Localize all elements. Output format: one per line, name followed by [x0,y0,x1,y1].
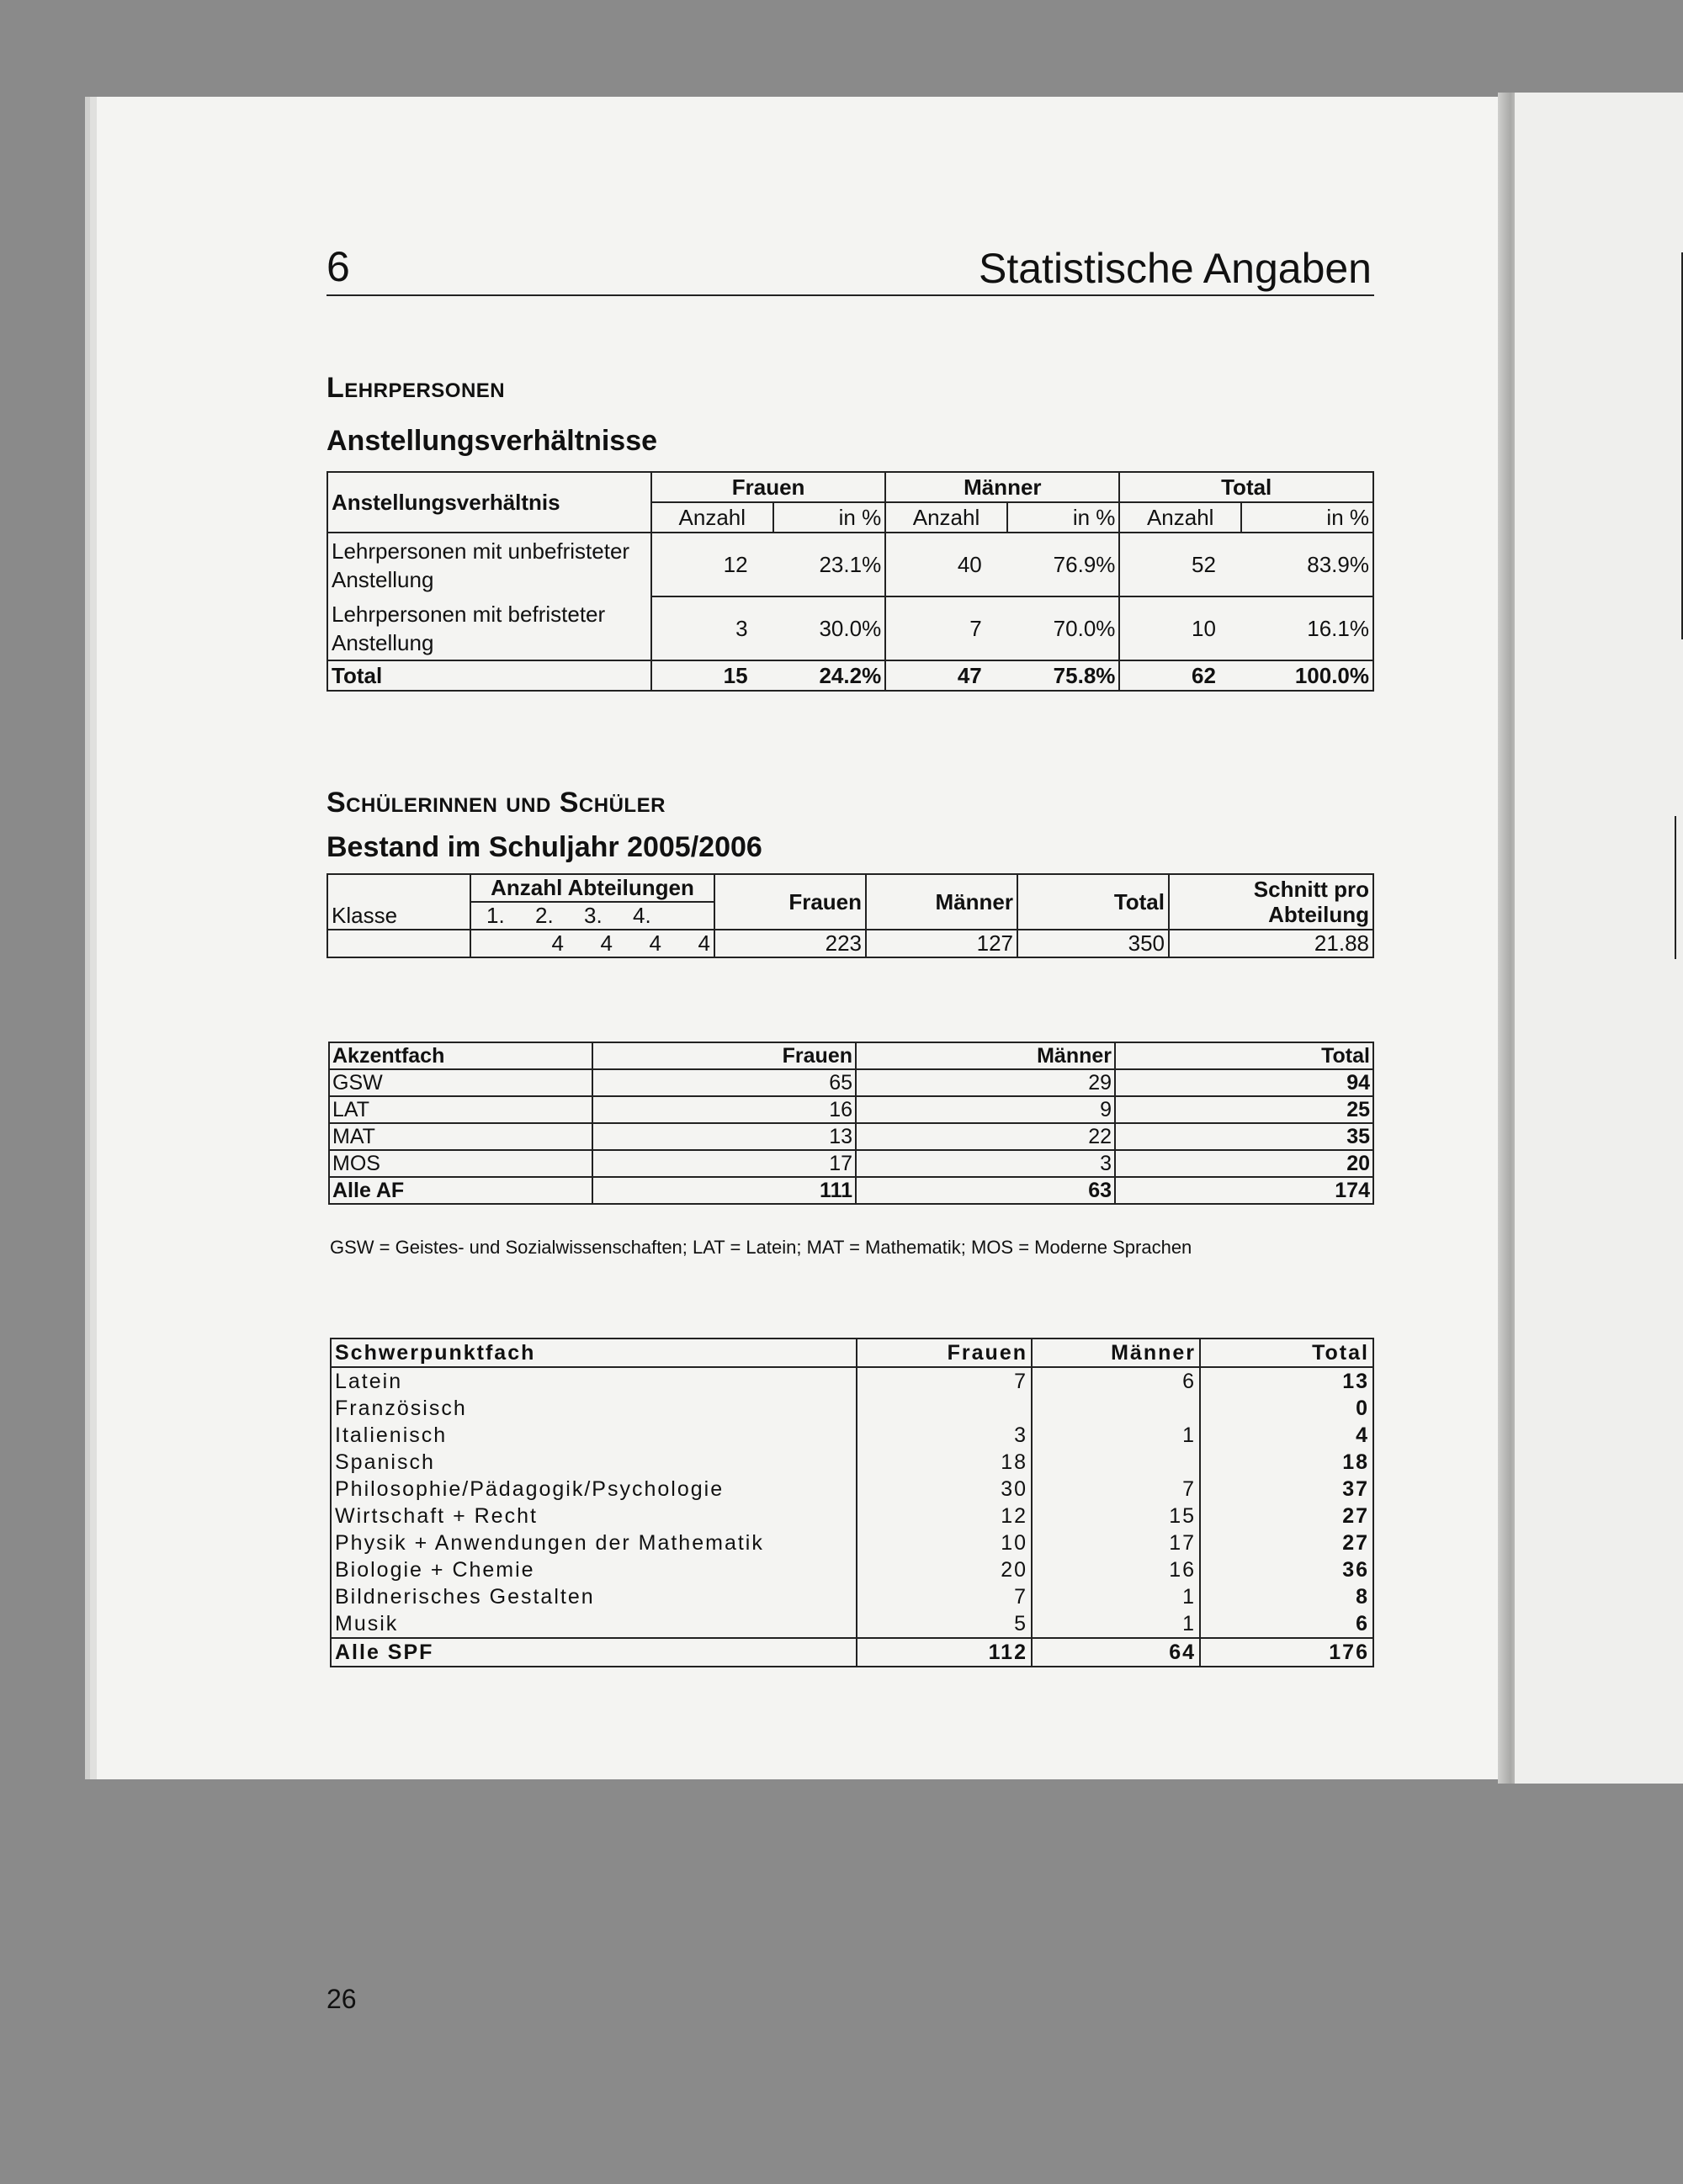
group-header-maenner: Männer [885,472,1119,502]
cell-value [861,1395,1027,1422]
table-total-row [327,660,1373,691]
table-row [327,533,1373,596]
group-header-total: Total [1119,472,1373,502]
cell-value: 16.1% [1241,596,1373,660]
cell-value: 10 [1001,1531,1027,1555]
table-row [327,930,1373,957]
total-label: Total [327,660,651,691]
anstellung-table [327,471,1374,692]
col-header-anstellung: Anstellungsverhältnis [327,472,651,533]
col-header-frauen: Frauen [714,874,866,930]
cell-value: 29 [856,1069,1115,1096]
cell-value: 1 [1182,1612,1196,1635]
cell-value: 13 [592,1123,856,1150]
page-number: 26 [327,1984,357,2014]
year-label: 3. [584,903,603,928]
cell-value: 83.9% [1241,533,1373,596]
abteilungen-counts [470,930,714,957]
chapter-number: 6 [327,243,350,290]
cell-value: 7 [1182,1477,1196,1501]
cell-value: 111 [592,1177,856,1204]
klasse-cell [327,930,470,957]
akzentfach-table [328,1042,1374,1205]
schwerpunktfach-table [330,1338,1374,1667]
cell-value: 5 [1014,1612,1027,1635]
total-label: Alle AF [329,1177,592,1204]
schnitt-label-line1: Schnitt pro [1253,877,1369,902]
col-header-maenner: Männer [866,874,1017,930]
col-header-total: Total [1115,1042,1373,1069]
row-label: Französisch [335,1397,467,1420]
section-heading-lehrpersonen: Lehrpersonen [327,372,506,404]
year-labels [470,902,714,930]
row-label: Wirtschaft + Recht [335,1504,538,1528]
row-label: MOS [329,1150,592,1177]
group-header-frauen: Frauen [651,472,885,502]
cell-value: 12 [651,533,773,596]
row-label: Musik [335,1612,399,1635]
count-cell: 4 [698,930,710,956]
row-label: Spanisch [335,1450,435,1474]
cell-value: 7 [885,596,1007,660]
cell-value: 65 [592,1069,856,1096]
total-label: Alle SPF [331,1638,857,1667]
cell-value: 7 [1014,1585,1027,1609]
cell-value: 15 [651,660,773,691]
cell-value: 3 [856,1150,1115,1177]
cell-value: 13 [1342,1370,1369,1393]
year-label: 1. [486,903,505,928]
cell-value: 23.1% [773,533,886,596]
bestand-table [327,873,1374,958]
cell-value: 75.8% [1007,660,1120,691]
cell-value: 127 [866,930,1017,957]
cell-value: 35 [1115,1123,1373,1150]
chapter-title: Statistische Angaben [979,245,1372,292]
table-row [327,596,1373,660]
cell-value: 16 [1169,1558,1196,1582]
cell-value: 17 [592,1150,856,1177]
row-label: Physik + Anwendungen der Mathematik [335,1531,764,1555]
row-label: MAT [329,1123,592,1150]
row-label: Latein [335,1370,403,1393]
col-header-frauen: Frauen [857,1338,1032,1367]
cell-value: 174 [1115,1177,1373,1204]
cell-value: 40 [885,533,1007,596]
cell-value: 12 [1001,1504,1027,1528]
schnitt-label-line2: Abteilung [1268,902,1369,927]
cell-value: 27 [1342,1504,1369,1528]
cell-value: 6 [1356,1612,1369,1635]
cell-value: 18 [1342,1450,1369,1474]
table-row [329,1096,1373,1123]
cell-value: 10 [1119,596,1241,660]
subject-labels [331,1367,857,1638]
table-row [329,1069,1373,1096]
cell-value: 7 [1014,1370,1027,1393]
cell-value: 62 [1119,660,1241,691]
cell-value: 52 [1119,533,1241,596]
next-page-edge [1515,93,1683,1784]
cell-value: 100.0% [1241,660,1373,691]
col-header-frauen: Frauen [592,1042,856,1069]
total-column [1200,1367,1373,1638]
abbreviation-note: GSW = Geistes- und Sozialwissenschaften; LAT = Latein; MAT = Mathematik; MOS = Moderne Sprachen [330,1237,1192,1258]
cell-value: 3 [651,596,773,660]
section-heading-schueler: Schülerinnen und Schüler [327,787,666,819]
table-body [331,1367,1373,1638]
cell-value: 37 [1342,1477,1369,1501]
subcol-percent: in % [1241,502,1373,533]
cell-value: 63 [856,1177,1115,1204]
cell-value: 64 [1032,1638,1200,1667]
cell-value: 94 [1115,1069,1373,1096]
cell-value: 30.0% [773,596,886,660]
cell-value: 3 [1014,1423,1027,1447]
cell-value: 27 [1342,1531,1369,1555]
cell-value: 18 [1001,1450,1027,1474]
subheading-bestand: Bestand im Schuljahr 2005/2006 [327,831,762,863]
cell-value: 176 [1200,1638,1373,1667]
cell-value: 20 [1115,1150,1373,1177]
col-header-total: Total [1200,1338,1373,1367]
table-header-row [329,1042,1373,1069]
col-header-total: Total [1017,874,1169,930]
count-cell: 4 [649,930,661,956]
table-total-row [331,1638,1373,1667]
cell-value [1036,1449,1196,1476]
row-label: Bildnerisches Gestalten [335,1585,595,1609]
cell-value: 25 [1115,1096,1373,1123]
cell-value: 16 [592,1096,856,1123]
cell-value: 20 [1001,1558,1027,1582]
row-label: Lehrpersonen mit unbefristeter Anstellung [327,533,651,596]
cell-value: 0 [1356,1397,1369,1420]
cell-value: 30 [1001,1477,1027,1501]
subcol-anzahl: Anzahl [885,502,1007,533]
col-header-schwerpunktfach: Schwerpunktfach [331,1338,857,1367]
cell-value: 1 [1182,1423,1196,1447]
next-page-rule [1675,816,1683,959]
col-header-maenner: Männer [856,1042,1115,1069]
cell-value: 112 [857,1638,1032,1667]
row-label: Lehrpersonen mit befristeter Anstellung [327,596,651,660]
subcol-percent: in % [773,502,886,533]
cell-value: 21.88 [1169,930,1373,957]
cell-value: 350 [1017,930,1169,957]
header-rule [327,294,1374,296]
table-row [329,1123,1373,1150]
count-cell: 4 [551,930,564,956]
col-header-maenner: Männer [1032,1338,1200,1367]
cell-value [1036,1395,1196,1422]
maenner-column [1032,1367,1200,1638]
subcol-percent: in % [1007,502,1120,533]
cell-value: 24.2% [773,660,886,691]
col-header-schnitt [1169,874,1373,930]
cell-value: 76.9% [1007,533,1120,596]
cell-value: 8 [1356,1585,1369,1609]
year-label: 2. [535,903,554,928]
row-label: Philosophie/Pädagogik/Psychologie [335,1477,725,1501]
cell-value: 15 [1169,1504,1196,1528]
row-label: Biologie + Chemie [335,1558,535,1582]
cell-value: 47 [885,660,1007,691]
subcol-anzahl: Anzahl [651,502,773,533]
cell-value: 36 [1342,1558,1369,1582]
table-header-row [331,1338,1373,1367]
table-total-row [329,1177,1373,1204]
table-row [329,1150,1373,1177]
col-header-klasse: Klasse [327,874,470,930]
row-label: GSW [329,1069,592,1096]
cell-value: 70.0% [1007,596,1120,660]
subheading-anstellung: Anstellungsverhältnisse [327,425,658,457]
row-label: Italienisch [335,1423,448,1447]
cell-value: 6 [1182,1370,1196,1393]
col-header-akzentfach: Akzentfach [329,1042,592,1069]
cell-value: 17 [1169,1531,1196,1555]
cell-value: 4 [1356,1423,1369,1447]
count-cell: 4 [600,930,613,956]
cell-value: 223 [714,930,866,957]
year-label: 4. [633,903,651,928]
subcol-anzahl: Anzahl [1119,502,1241,533]
cell-value: 22 [856,1123,1115,1150]
cell-value: 9 [856,1096,1115,1123]
row-label: LAT [329,1096,592,1123]
frauen-column [857,1367,1032,1638]
col-header-abteilungen: Anzahl Abteilungen [470,874,714,902]
cell-value: 1 [1182,1585,1196,1609]
